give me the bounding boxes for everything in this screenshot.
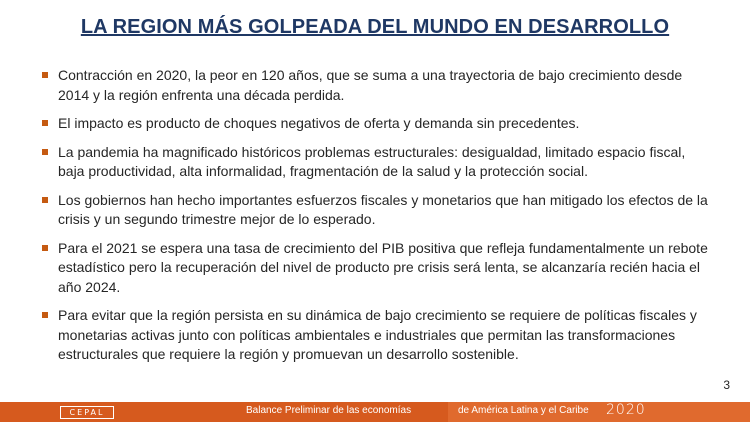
bullet-item bbox=[42, 306, 712, 365]
bullet-text: La pandemia ha magnificado históricos problemas estructurales: desigualdad, limitado espacio fiscal, baja productividad, alta informalidad, fragmentación de la salud y la protección social. bbox=[58, 143, 686, 179]
bullet-item bbox=[42, 239, 712, 298]
bullet-list bbox=[42, 66, 712, 374]
bullet-item bbox=[42, 114, 712, 134]
footer-publication-subtitle: de América Latina y el Caribe bbox=[458, 405, 589, 416]
square-bullet-icon bbox=[42, 72, 48, 78]
square-bullet-icon bbox=[42, 312, 48, 318]
bullet-text: Contracción en 2020, la peor en 120 años, que se suma a una trayectoria de bajo crecimiento desde 2014 y la región enfrenta una década perdida. bbox=[58, 67, 683, 103]
square-bullet-icon bbox=[42, 149, 48, 155]
bullet-text: El impacto es producto de choques negativos de oferta y demanda sin precedentes. bbox=[58, 115, 580, 131]
bullet-text: Para evitar que la región persista en su dinámica de bajo crecimiento se requiere de políticas fiscales y monetarias activas junto con políticas ambientales e industriales que permitan las transformaciones estructurales que requiere la región y promuevan un desarrollo sostenible. bbox=[58, 307, 697, 362]
footer-publication-title: Balance Preliminar de las economías bbox=[246, 405, 412, 416]
cepal-logo: CEPAL bbox=[60, 406, 114, 419]
bullet-text: Para el 2021 se espera una tasa de crecimiento del PIB positiva que refleja fundamentalmente un rebote estadístico pero la recuperación del nivel de producto pre crisis será lenta, se alcanzaría recién hacia el año 2024. bbox=[58, 239, 708, 295]
bullet-item bbox=[42, 143, 712, 182]
square-bullet-icon bbox=[42, 197, 48, 203]
bullet-text: Los gobiernos han hecho importantes esfuerzos fiscales y monetarios que han mitigado los efectos de la crisis y un segundo trimestre mejor de lo esperado. bbox=[58, 191, 708, 227]
footer-year: 2020 bbox=[606, 402, 646, 418]
slide-title: LA REGION MÁS GOLPEADA DEL MUNDO EN DESARROLLO bbox=[80, 16, 670, 38]
bullet-item bbox=[42, 191, 712, 230]
bullet-item bbox=[42, 66, 712, 105]
square-bullet-icon bbox=[42, 245, 48, 251]
footer-bar bbox=[0, 402, 750, 422]
page-number: 3 bbox=[723, 378, 730, 392]
square-bullet-icon bbox=[42, 120, 48, 126]
